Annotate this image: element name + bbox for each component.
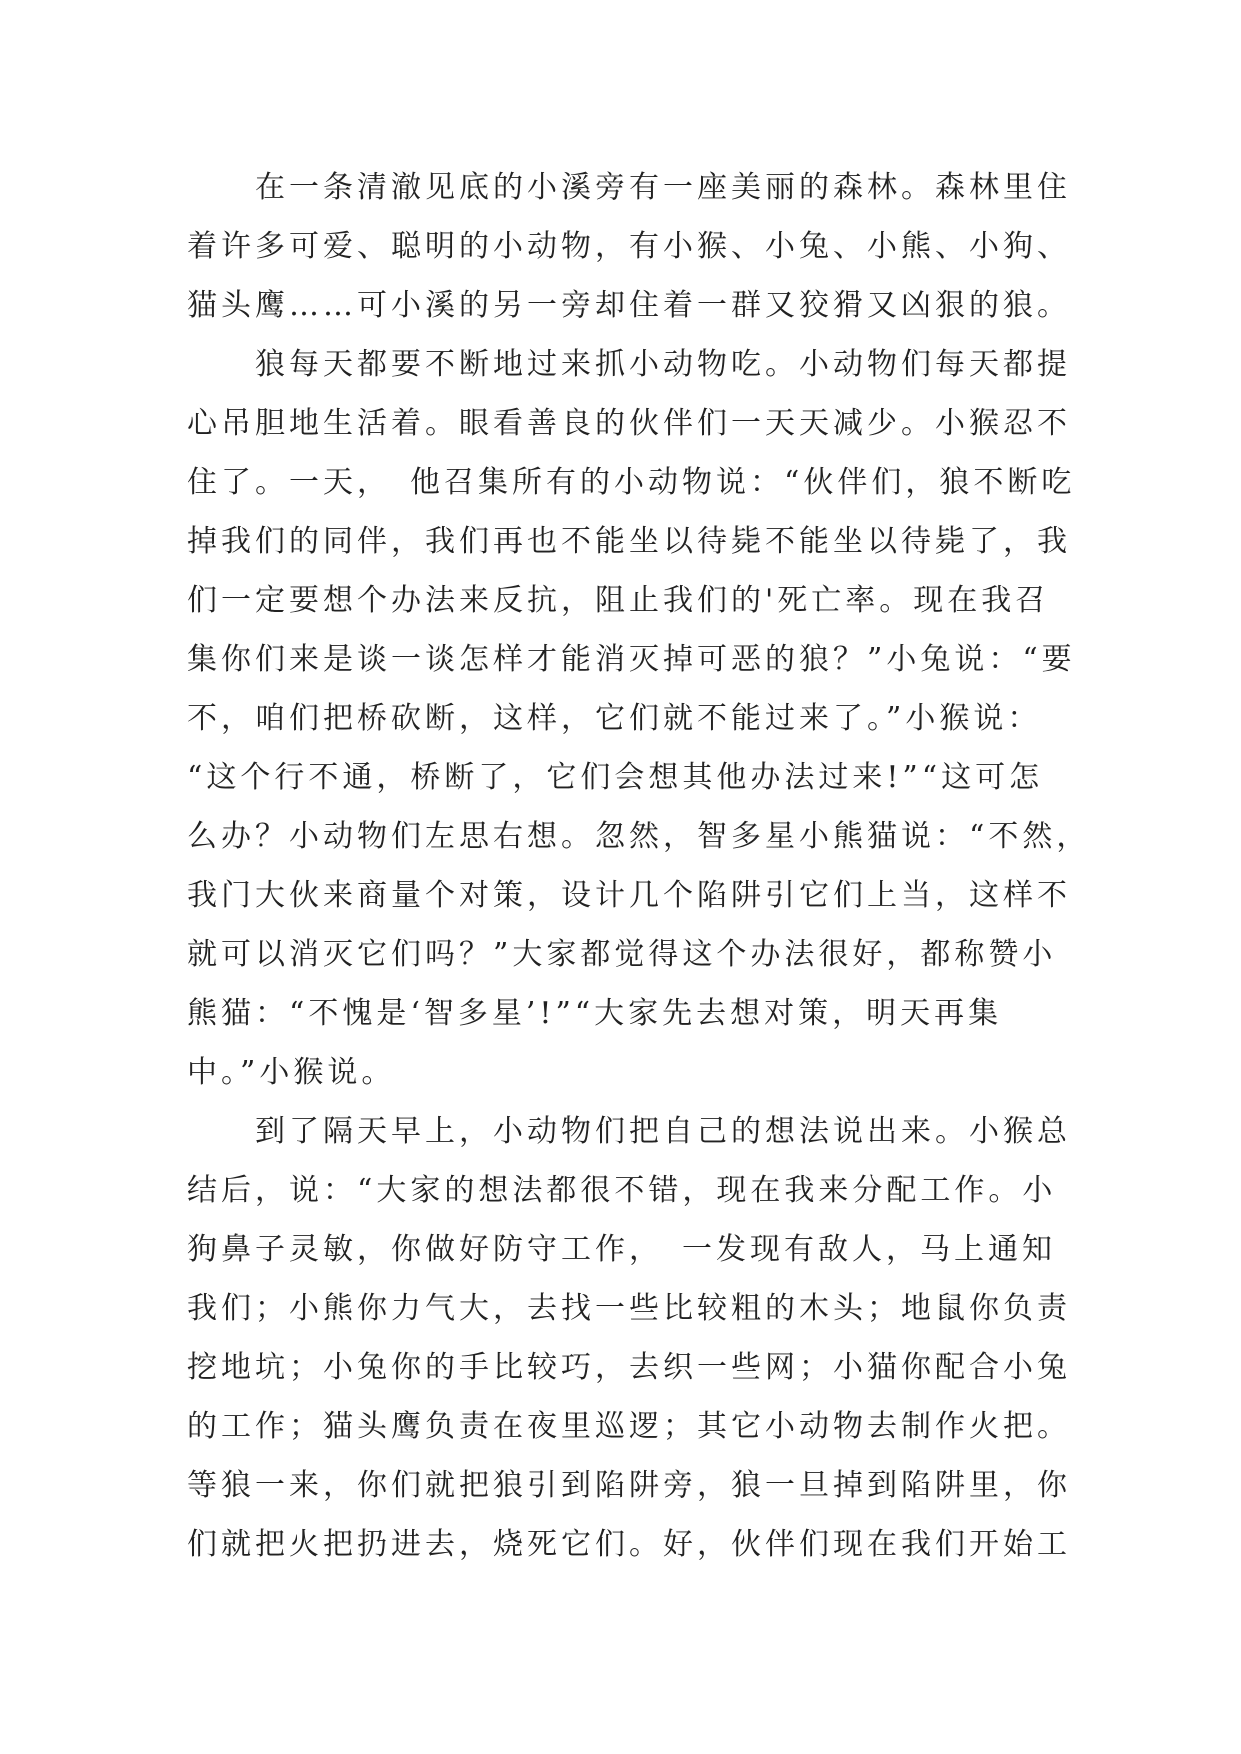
- text-line: 中。”小猴说。: [187, 1055, 396, 1090]
- text-line: 集你们来是谈一谈怎样才能消灭掉可恶的狼？”小兔说：“要: [187, 642, 1076, 677]
- text-line: 狗鼻子灵敏，你做好防守工作， 一发现有敌人，马上通知: [187, 1232, 1056, 1267]
- text-line: 不，咱们把桥砍断，这样，它们就不能过来了。”小猴说：: [187, 701, 1042, 736]
- text-line: 我们；小熊你力气大，去找一些比较粗的木头；地鼠你负责: [187, 1291, 1071, 1326]
- text-line: 结后，说：“大家的想法都很不错，现在我来分配工作。小: [187, 1173, 1057, 1208]
- text-line: 们就把火把扔进去，烧死它们。好，伙伴们现在我们开始工: [187, 1527, 1071, 1562]
- text-line: 们一定要想个办法来反抗，阻止我们的'死亡率。现在我召: [187, 583, 1050, 618]
- text-line: 就可以消灭它们吗？”大家都觉得这个办法很好，都称赞小: [187, 937, 1057, 972]
- text-line: 掉我们的同伴，我们再也不能坐以待毙不能坐以待毙了，我: [187, 524, 1071, 559]
- text-line: 熊猫：“不愧是‘智多星’!”“大家先去想对策，明天再集: [187, 996, 1003, 1031]
- text-line: 住了。一天， 他召集所有的小动物说：“伙伴们，狼不断吃: [187, 465, 1076, 500]
- text-line: 着许多可爱、聪明的小动物，有小猴、小兔、小熊、小狗、: [187, 229, 1071, 264]
- text-line: 到了隔天早上，小动物们把自己的想法说出来。小猴总: [187, 1114, 1071, 1149]
- text-line: 挖地坑；小兔你的手比较巧，去织一些网；小猫你配合小兔: [187, 1350, 1071, 1385]
- text-line: “这个行不通，桥断了，它们会想其他办法过来!”“这可怎: [187, 760, 1044, 795]
- text-line: 在一条清澈见底的小溪旁有一座美丽的森林。森林里住: [187, 170, 1071, 205]
- text-line: 我门大伙来商量个对策，设计几个陷阱引它们上当，这样不: [187, 878, 1071, 913]
- text-line: 心吊胆地生活着。眼看善良的伙伴们一天天减少。小猴忍不: [187, 406, 1071, 441]
- text-line: 的工作；猫头鹰负责在夜里巡逻；其它小动物去制作火把。: [187, 1409, 1071, 1444]
- text-line: 等狼一来，你们就把狼引到陷阱旁，狼一旦掉到陷阱里，你: [187, 1468, 1071, 1503]
- text-line: 猫头鹰……可小溪的另一旁却住着一群又狡猾又凶狠的狼。: [187, 288, 1071, 323]
- story-text: [187, 158, 1091, 1574]
- text-line: 么办？小动物们左思右想。忽然，智多星小熊猫说：“不然，: [187, 819, 1091, 854]
- text-line: 狼每天都要不断地过来抓小动物吃。小动物们每天都提: [187, 347, 1071, 382]
